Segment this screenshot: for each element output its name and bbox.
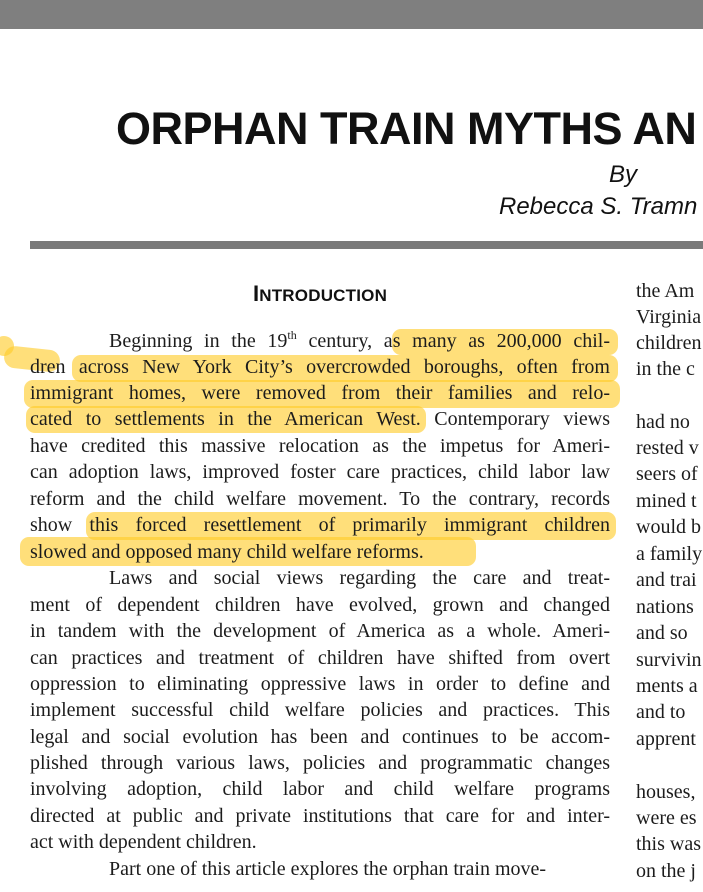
text-line: a family: [636, 543, 703, 565]
text-line: dren across New York City’s overcrowded boroughs, often from: [30, 356, 610, 378]
byline-by: By: [609, 161, 638, 188]
text-line: and trai: [636, 569, 697, 591]
text-line: can practices and treatment of children have shifted from overt: [30, 647, 610, 669]
text-line: Part one of this article explores the orphan train move-: [109, 858, 547, 880]
text-line: nations: [636, 596, 694, 618]
section-heading-initial: I: [252, 281, 260, 306]
text-line: mined t: [636, 490, 697, 512]
text-line: were es: [636, 807, 697, 829]
text-line: show this forced resettlement of primarily immigrant children: [30, 514, 610, 536]
article-title: ORPHAN TRAIN MYTHS AN: [116, 103, 697, 154]
text-line: act with dependent children.: [30, 831, 257, 853]
title-rule: [30, 241, 703, 249]
text-line: apprent: [636, 728, 696, 750]
text-line: had no: [636, 411, 690, 433]
text-line: slowed and opposed many child welfare reforms.: [30, 541, 424, 563]
text-line: directed at public and private institutions that care for and inter-: [30, 805, 610, 827]
text-line: ment of dependent children have evolved, grown and changed: [30, 594, 610, 616]
section-heading-rest: NTRODUCTION: [259, 286, 388, 305]
text-line: Laws and social views regarding the care and treat-: [109, 567, 610, 589]
text-line: the Am: [636, 280, 695, 302]
text-line: legal and social evolution has been and continues to be accom-: [30, 726, 610, 748]
text-line: on the j: [636, 860, 696, 882]
text-line: seers of: [636, 463, 698, 485]
text-line: Beginning in the 19th century, as many as 200,000 chil-: [109, 328, 610, 352]
text-line: reform and the child welfare movement. To the contrary, records: [30, 488, 610, 510]
text-line: Virginia: [636, 306, 702, 328]
text-line: in the c: [636, 358, 695, 380]
text-line: rested v: [636, 437, 699, 459]
text-line: in tandem with the development of America as a whole. Ameri-: [30, 620, 610, 642]
text-line: oppression to eliminating oppressive laws in order to define and: [30, 673, 610, 695]
text-line: houses,: [636, 781, 696, 803]
text-line: ments a: [636, 675, 698, 697]
text-line: implement successful child welfare policies and practices. This: [30, 699, 610, 721]
text-line: and so: [636, 622, 688, 644]
text-line: plished through various laws, policies and programmatic changes: [30, 752, 610, 774]
text-line: have credited this massive relocation as the impetus for Ameri-: [30, 435, 610, 457]
text-line: involving adoption, child labor and child welfare programs: [30, 778, 610, 800]
section-heading: [30, 281, 610, 307]
byline-author: Rebecca S. Tramn: [499, 193, 698, 220]
text-line: and to: [636, 701, 686, 723]
top-bar: [0, 0, 703, 29]
text-line: can adoption laws, improved foster care practices, child labor law: [30, 461, 610, 483]
text-line: immigrant homes, were removed from their families and relo-: [30, 382, 610, 404]
text-line: cated to settlements in the American West. Contemporary views: [30, 408, 610, 430]
text-line: survivin: [636, 649, 702, 671]
text-line: this was: [636, 833, 701, 855]
text-line: would b: [636, 516, 701, 538]
text-line: children: [636, 332, 702, 354]
